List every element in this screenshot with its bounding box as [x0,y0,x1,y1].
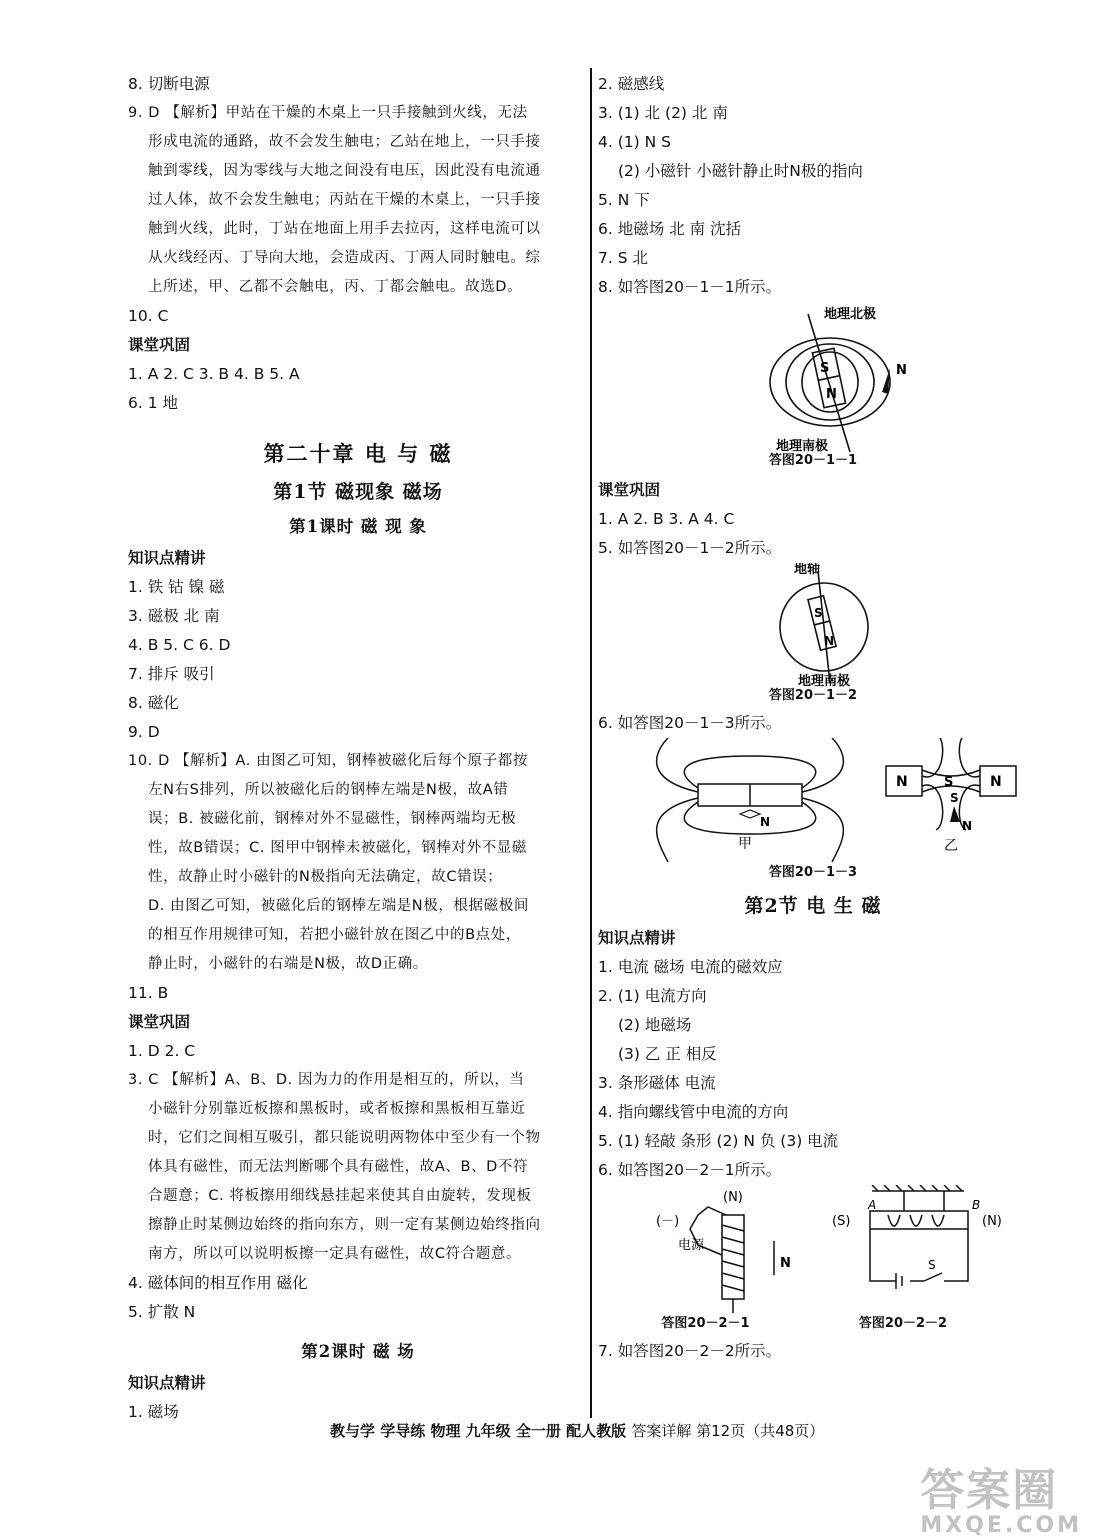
section-label: 知识点精讲 [598,929,676,947]
footer-page-info: 答案详解 第12页（共48页） [631,1422,825,1440]
section-label: 课堂巩固 [128,336,191,354]
answer-line: 4. B 5. C 6. D [128,636,231,654]
answer-line: 1. 磁场 [128,1403,179,1421]
lesson-title: 第1课时 磁 现 象 [289,517,427,536]
footer-book-info: 教与学 学导练 物理 九年级 全一册 配人教版 [330,1422,627,1440]
answer-3-line: 擦静止时某侧边始终的指向东方，则一定有某侧边始终指向 [148,1217,541,1233]
answer-11: 11. B [128,984,169,1002]
answer-line: 4. 指向螺线管中电流的方向 [598,1103,789,1121]
point-a-label: A [868,1198,877,1212]
answer-line: 4. (1) N S [598,133,671,151]
section-title: 第2节 电 生 磁 [744,895,882,917]
magnet-n-label: N [826,387,837,402]
compass-needle [740,810,760,818]
section-label: 课堂巩固 [128,1013,191,1031]
answer-9-line: 过人体，故不会发生触电；丙站在干燥的木桌上，一只手接 [148,192,541,208]
answer-line: 5. 扩散 N [128,1303,196,1321]
answer-3-line: 南方，所以可以说明板擦一定具有磁性，故C符合题意。 [148,1246,522,1262]
watermark [920,1465,1082,1538]
answer-9-line: 形成电流的通路，故不会发生触电；乙站在地上，一只手接 [148,134,541,150]
answer-line: (2) 小磁针 小磁针静止时N极的指向 [618,162,863,180]
earth-magnetic-field-diagram [598,302,1028,452]
answer-line: 5. (1) 轻敲 条形 (2) N 负 (3) 电流 [598,1132,839,1150]
figure-20-2-row [598,1185,1028,1315]
answer-line: 6. 1 地 [128,394,179,412]
magnet-n-label: N [896,774,908,790]
figure-yi-label: 乙 [944,838,958,854]
answer-10-line: 静止时，小磁针的右端是N极，故D正确。 [148,956,428,972]
answer-9-line: 触到火线，此时，丁站在地面上用手去拉丙，这样电流可以 [148,221,541,237]
magnet-s-label: S [820,361,830,376]
solenoid-n-label: (N) [982,1214,1002,1229]
answer-line: (3) 乙 正 相反 [618,1045,717,1063]
watermark-url: MXQE.COM [920,1513,1082,1538]
section-title: 第1节 磁现象 磁场 [273,481,443,503]
figure-caption: 答图20－1－2 [768,688,858,703]
answer-line: 5. N 下 [598,191,650,209]
solenoid-n-label: (N) [723,1190,743,1205]
needle-n-label: N [896,363,907,378]
lesson-title: 第2课时 磁 场 [301,1342,415,1361]
answer-line: 3. 条形磁体 电流 [598,1074,716,1092]
answer-10-line: 的相互作用规律可知，若把小磁针放在图乙中的B点处， [148,927,521,943]
right-column [598,70,1028,1366]
answer-10: 10. C [128,307,169,325]
answer-9-line: 9. D 【解析】甲站在干燥的木桌上一只手接触到火线，无法 [128,105,528,121]
magnet-s-label: S [814,606,823,620]
figure-caption: 答图20－1－1 [768,453,858,468]
answer-line: 8. 如答图20－1－1所示。 [598,278,782,296]
answer-line: 9. D [128,723,160,741]
answer-line: 6. 如答图20－2－1所示。 [598,1161,782,1179]
answer-3-line: 体具有磁性，而无法判断哪个具有磁性，故A、B、D不符 [148,1159,529,1175]
magnet-field-lines-diagram [598,738,1028,864]
needle-s-label: S [950,791,959,805]
answer-line: 1. A 2. B 3. A 4. C [598,510,735,528]
answer-line: 3. (1) 北 (2) 北 南 [598,104,728,122]
figure-20-1-3 [598,738,1028,864]
figure-20-1-1 [598,302,1028,452]
answer-line: 1. D 2. C [128,1042,196,1060]
answer-10-line: 性，故B错误；C. 图甲中钢棒未被磁化，钢棒对外不显磁 [148,840,527,856]
geo-south-label: 地理南极 [798,674,851,687]
answer-8: 8. 切断电源 [128,75,210,93]
answer-10-line: 性，故静止时小磁针的N极指向无法确定，故C错误； [148,869,503,885]
compass-needle [950,806,960,822]
answer-3-line: 时，它们之间相互吸引，都只能说明两物体中至少有一个物 [148,1130,541,1146]
answer-10-line: D. 由图乙可知，被磁化后的钢棒左端是N极，根据磁极间 [148,898,529,914]
answer-line: 6. 地磁场 北 南 沈括 [598,220,741,238]
needle-n-label: N [962,819,973,833]
answer-line: (2) 地磁场 [618,1016,692,1034]
chapter-title: 第二十章 电 与 磁 [263,441,453,466]
axis-label: 地轴 [794,563,821,577]
answer-line: 6. 如答图20－1－3所示。 [598,714,782,732]
answer-9-line: 从火线经丙、丁导向大地，会造成丙、丁两人同时触电。综 [148,250,541,266]
answer-line: 7. S 北 [598,249,648,267]
solenoid-diagrams [598,1185,1028,1315]
power-source-label: 电源 [678,1238,705,1253]
answer-10-line: 10. D 【解析】A. 由图乙可知，钢棒被磁化后每个原子都按 [128,753,528,769]
answer-line: 7. 如答图20－2－2所示。 [598,1342,782,1360]
answer-line: 1. A 2. C 3. B 4. B 5. A [128,365,300,383]
answer-line: 5. 如答图20－1－2所示。 [598,539,782,557]
answer-3-line: 合题意；C. 将板擦用细线悬挂起来使其自由旋转，发现板 [148,1188,532,1204]
answer-line: 8. 磁化 [128,694,179,712]
switch-label: S [928,1258,936,1272]
magnet-n-label: N [824,634,835,648]
answer-9-line: 触到零线，因为零线与大地之间没有电压，因此没有电流通 [148,163,541,179]
magnet-n-label: N [990,774,1002,790]
earth-axis-diagram [598,563,1028,687]
power-negative-label: (－) [656,1214,680,1229]
solenoid-s-label: (S) [832,1214,851,1229]
answer-3-line: 小磁针分别靠近板擦和黑板时，或者板擦和黑板相互靠近 [148,1101,526,1117]
section-label: 知识点精讲 [128,1374,206,1392]
figure-caption: 答图20－2－1 [661,1316,750,1331]
figure-20-1-2 [598,563,1028,687]
figure-caption-row [598,1315,1028,1333]
answer-line: 3. 磁极 北 南 [128,607,220,625]
answer-10-line: 误；B. 被磁化前，钢棒对外不显磁性，钢棒两端均无极 [148,811,517,827]
page-footer [330,1420,824,1441]
answer-line: 7. 排斥 吸引 [128,665,215,683]
left-column [128,70,588,1427]
answer-line: 2. 磁感线 [598,75,665,93]
point-s-label: S [944,775,954,790]
answer-3-line: 3. C 【解析】A、B、D. 因为力的作用是相互的，所以，当 [128,1072,525,1088]
point-b-label: B [972,1198,981,1212]
figure-jia-label: 甲 [738,836,752,852]
answer-10-line: 左N右S排列，所以被磁化后的钢棒左端是N极，故A错 [148,782,509,798]
watermark-logo: 答案圈 [920,1465,1059,1516]
section-label: 知识点精讲 [128,549,206,567]
figure-caption: 答图20－2－2 [858,1316,948,1331]
geo-south-label: 地理南极 [776,439,829,452]
section-label: 课堂巩固 [598,481,661,499]
geo-north-label: 地理北极 [824,307,877,322]
answer-line: 2. (1) 电流方向 [598,987,707,1005]
figure-caption: 答图20－1－3 [768,865,858,880]
answer-line: 1. 电流 磁场 电流的磁效应 [598,958,783,976]
answer-9-line: 上所述，甲、乙都不会触电，丙、丁都会触电。故选D。 [148,279,523,295]
needle-n-label: N [780,1256,791,1271]
answer-line: 1. 铁 钴 镍 磁 [128,578,225,596]
column-divider [590,68,592,1418]
answer-line: 4. 磁体间的相互作用 磁化 [128,1274,308,1292]
needle-n-label: N [760,815,771,829]
